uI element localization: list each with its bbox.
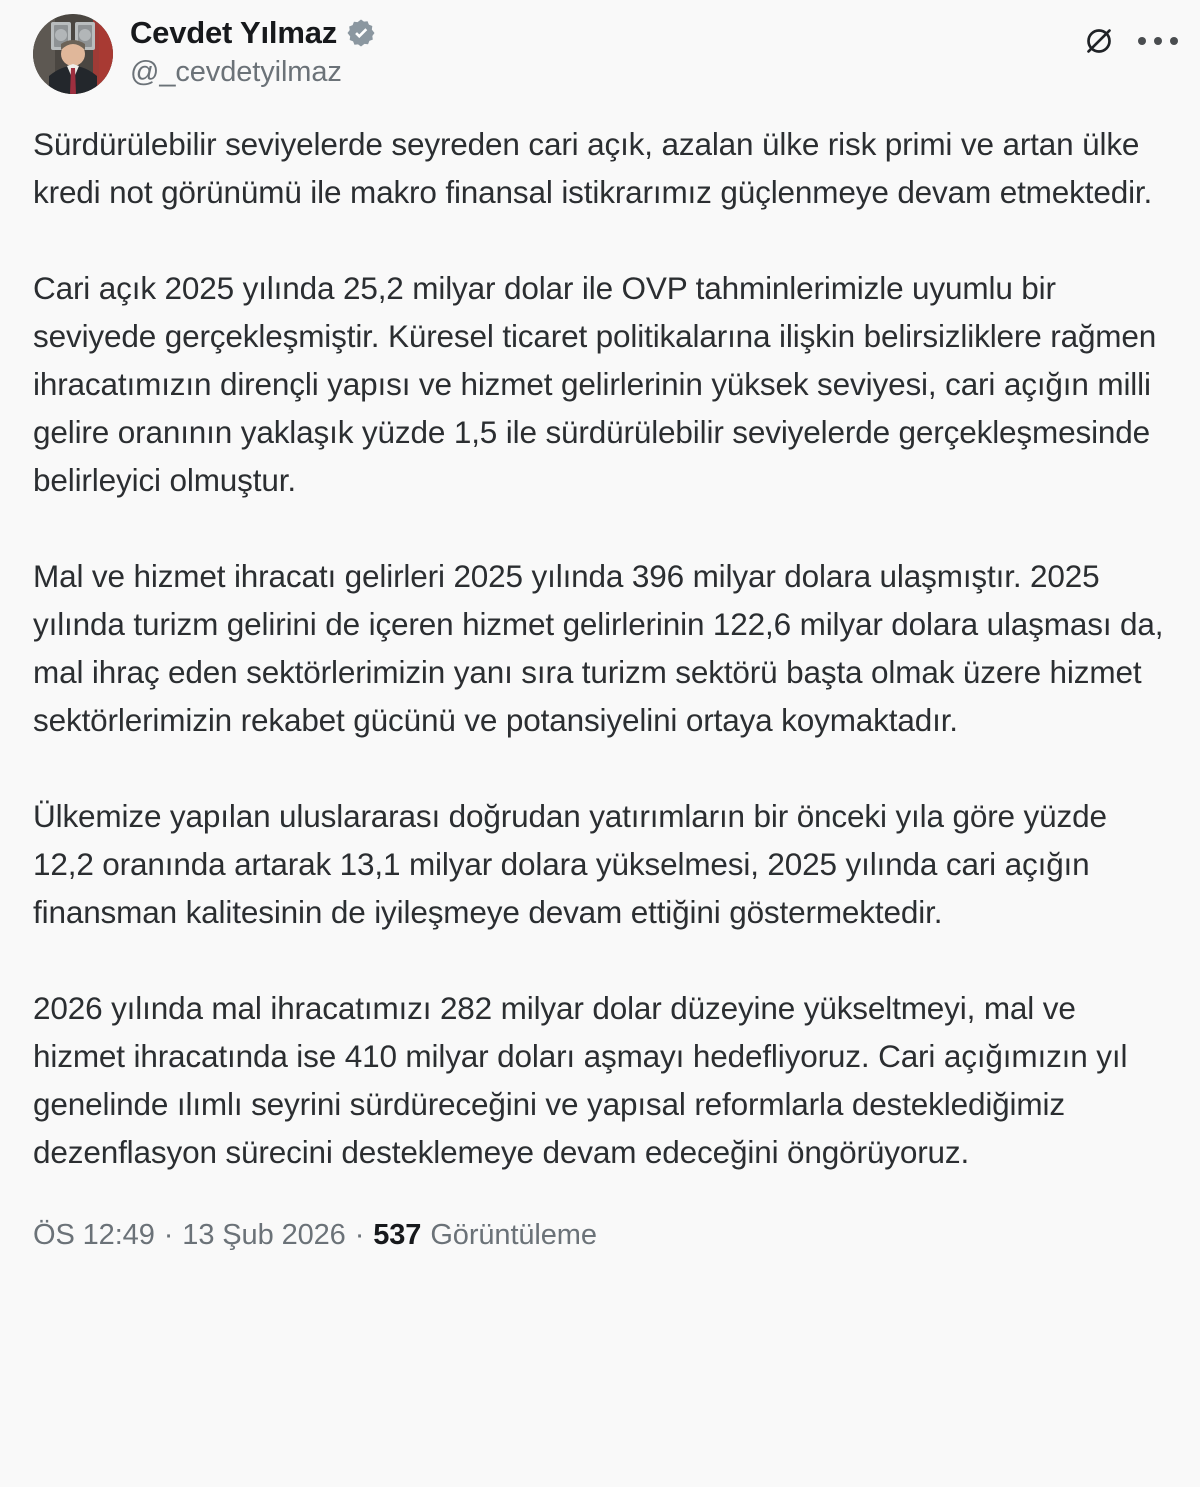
- views-count: 537: [373, 1219, 422, 1251]
- name-row: [130, 17, 376, 48]
- tweet-text-body: [0, 120, 1200, 1176]
- tweet-paragraph: Cari açık 2025 yılında 25,2 milyar dolar ile OVP tahminlerimizle uyumlu bir seviyede gerçekleşmiştir. Küresel ticaret politikalarına ilişkin belirsizliklere rağmen ihracatımızın dirençli yapısı ve hizmet gelirlerinin yüksek seviyesi, cari açığın milli gelire oranının yaklaşık yüzde 1,5 ile sürdürülebilir seviyelerde gerçekleşmesinde belirleyici olmuştur.: [33, 270, 1157, 498]
- tweet-date: 13 Şub 2026: [182, 1219, 346, 1251]
- tweet-metadata: [0, 1219, 1200, 1252]
- more-options-icon[interactable]: [1138, 26, 1178, 56]
- tweet-header: [0, 0, 1200, 96]
- tweet-time: ÖS 12:49: [33, 1219, 155, 1251]
- metadata-separator: ·: [354, 1219, 365, 1251]
- avatar[interactable]: [33, 14, 113, 94]
- tweet-paragraph: Mal ve hizmet ihracatı gelirleri 2025 yılında 396 milyar dolara ulaşmıştır. 2025 yılında turizm gelirini de içeren hizmet gelirlerinin 122,6 milyar dolara ulaşması da, mal ihraç eden sektörlerimizin yanı sıra turizm sektörü başta olmak üzere hizmet sektörlerimizin rekabet gücünü ve potansiyelini ortaya koymaktadır.: [33, 558, 1164, 738]
- account-identity: [130, 14, 376, 89]
- grok-icon[interactable]: [1082, 24, 1116, 58]
- display-name[interactable]: Cevdet Yılmaz: [130, 15, 338, 50]
- views-label: Görüntüleme: [430, 1219, 597, 1251]
- header-actions: [1082, 24, 1178, 58]
- account-handle[interactable]: @_cevdetyilmaz: [130, 56, 342, 88]
- tweet-paragraph: 2026 yılında mal ihracatımızı 282 milyar dolar düzeyine yükseltmeyi, mal ve hizmet ihracatında ise 410 milyar doları aşmayı hedefliyoruz. Cari açığımızın yıl genelinde ılımlı seyrini sürdüreceğini ve yapısal reformlarla desteklediğimiz dezenflasyon sürecini desteklemeye devam edeceğini öngörüyoruz.: [33, 990, 1128, 1170]
- tweet-paragraph: Ülkemize yapılan uluslararası doğrudan yatırımların bir önceki yıla göre yüzde 12,2 oranında artarak 13,1 milyar dolara yükselmesi, 2025 yılında cari açığın finansman kalitesinin de iyileşmeye devam ettiğini göstermektedir.: [33, 798, 1107, 930]
- verified-badge-icon[interactable]: [346, 18, 376, 48]
- metadata-separator: ·: [163, 1219, 174, 1251]
- tweet-paragraph: Sürdürülebilir seviyelerde seyreden cari açık, azalan ülke risk primi ve artan ülke kredi not görünümü ile makro finansal istikrarımız güçlenmeye devam etmektedir.: [33, 126, 1153, 210]
